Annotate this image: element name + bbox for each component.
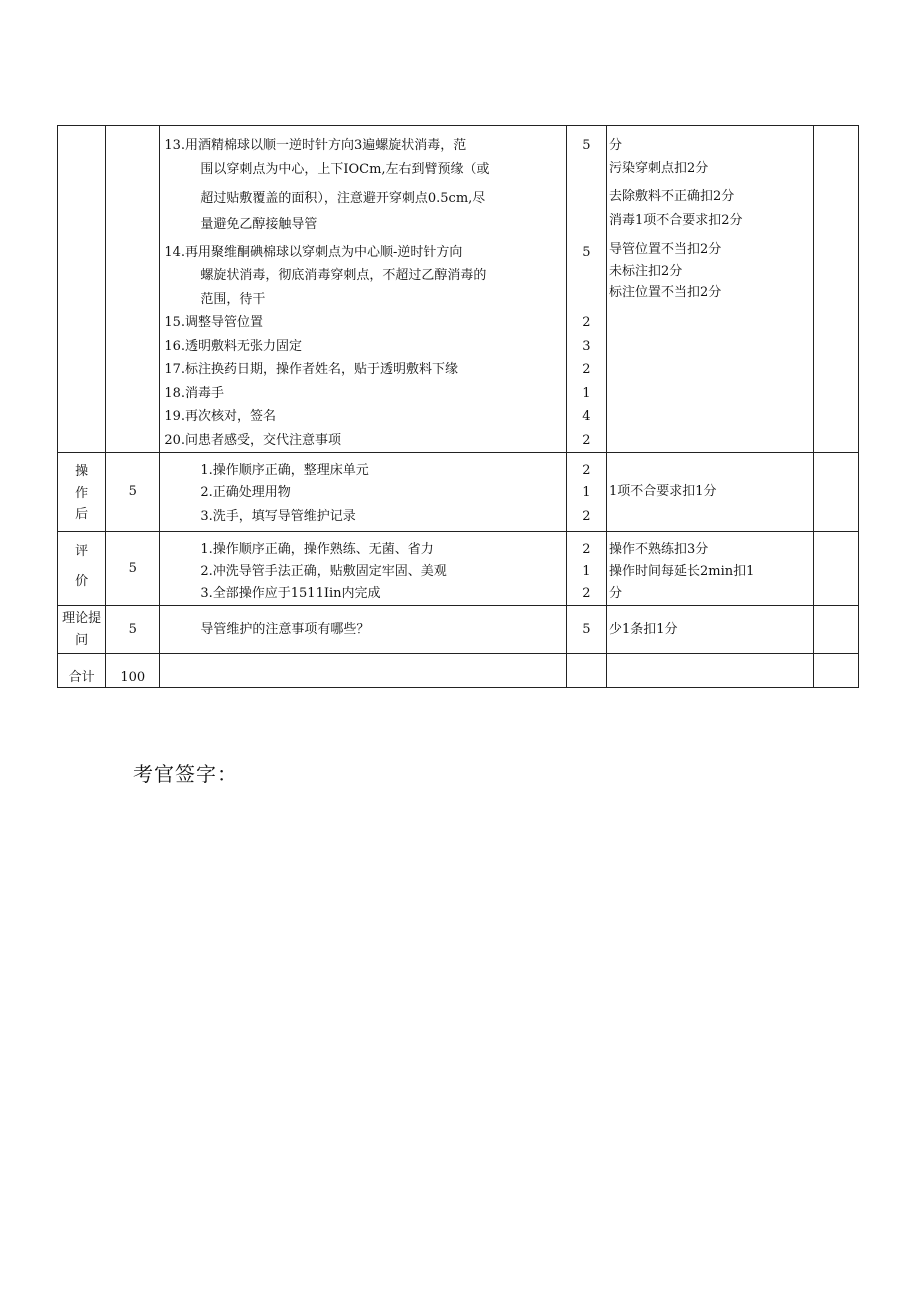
category-cell: [58, 453, 106, 532]
deduction-note: 1项不合要求扣1分: [609, 484, 717, 499]
deduction-note: 导管位置不当扣2分: [609, 241, 722, 257]
deduction-note: 操作时间每延长2min扣1: [609, 564, 755, 579]
deduction-notes-cell: [607, 531, 814, 606]
step-score: 1: [582, 484, 591, 500]
category-char: 评: [75, 543, 89, 559]
step-line: 量避免乙醇接触导管: [200, 217, 318, 232]
step-score: 2: [582, 362, 591, 377]
category-char: 价: [75, 573, 89, 589]
step-line: 超过贴敷覆盖的面积），注意避开穿刺点0.5cm,尽: [200, 191, 486, 206]
scores-cell: [566, 654, 606, 688]
step-line: 1.操作顺序正确，整理床单元: [200, 463, 369, 478]
theory-question: 导管维护的注意事项有哪些？: [200, 621, 370, 637]
step-score: 3: [582, 338, 591, 354]
evaluation-row: [58, 531, 859, 606]
deduction-note: 标注位置不当扣2分: [609, 285, 722, 300]
step-line: 14.再用聚维酮碘棉球以穿刺点为中心顺-逆时针方向: [164, 244, 463, 260]
step-line: 1.操作顺序正确，操作熟练、无菌、省力: [200, 541, 434, 557]
scores-cell: [566, 126, 606, 453]
category-char: 后: [75, 507, 89, 522]
deduction-notes-cell: [607, 126, 814, 453]
deduction-note: 去除敷料不正确扣2分: [609, 188, 735, 204]
scoring-table: [57, 125, 859, 688]
step-score: 2: [582, 508, 591, 524]
steps-cell: [160, 654, 567, 688]
category-char: 问: [75, 633, 89, 648]
step-line: 围以穿刺点为中心，上下IOCm,左右到臂预缘（或: [200, 161, 490, 177]
step-line: 3.洗手，填写导管维护记录: [200, 508, 356, 524]
deduction-note: 操作不熟练扣3分: [609, 541, 709, 557]
step-score: 2: [582, 541, 591, 557]
category-cell: [58, 531, 106, 606]
remarks-cell: [813, 531, 858, 606]
steps-cell: [160, 606, 567, 654]
deduction-note: 污染穿刺点扣2分: [609, 160, 709, 176]
scores-cell: [566, 531, 606, 606]
steps-cell: [160, 531, 567, 606]
step-line: 16.透明敷料无张力固定: [164, 338, 303, 354]
step-score: 1: [582, 385, 591, 401]
grand-total: 100: [106, 654, 160, 688]
scores-cell: [566, 453, 606, 532]
step-line: 2.正确处理用物: [200, 484, 291, 500]
step-score: 5: [582, 138, 591, 153]
deduction-note: 少1条扣1分: [609, 621, 678, 637]
step-line: 15.调整导管位置: [164, 315, 264, 330]
step-line: 13.用酒精棉球以顺一逆时针方向3遍螺旋状消毒，范: [164, 138, 467, 153]
examiner-signature-label: 考官签字：: [133, 762, 238, 786]
total-label: 合计: [58, 654, 106, 688]
step-score: 1: [582, 564, 591, 579]
step-score: 2: [582, 586, 591, 601]
category-char: 作: [75, 485, 89, 501]
deduction-note: 分: [609, 138, 623, 153]
step-score: 5: [566, 606, 606, 654]
remarks-cell: [813, 126, 858, 453]
step-line: 范围，待干: [200, 291, 266, 307]
step-line: 19.再次核对，签名: [164, 409, 277, 424]
total-score: 5: [106, 606, 160, 654]
step-score: 2: [582, 315, 591, 330]
remarks-cell: [813, 453, 858, 532]
deduction-notes-cell: [607, 453, 814, 532]
remarks-cell: [813, 654, 858, 688]
step-score: 4: [582, 409, 591, 424]
steps-row: [58, 126, 859, 453]
step-line: 2.冲洗导管手法正确，贴敷固定牢固、美观: [200, 564, 447, 579]
after-operation-row: [58, 453, 859, 532]
category-char: 理论提: [62, 611, 102, 626]
category-char: 操: [75, 464, 89, 479]
step-score: 2: [582, 463, 591, 478]
deduction-note: 未标注扣2分: [609, 264, 683, 279]
step-score: 5: [582, 244, 591, 260]
deduction-notes-cell: [607, 606, 814, 654]
deduction-notes-cell: [607, 654, 814, 688]
step-score: 2: [582, 432, 591, 448]
total-row: [58, 654, 859, 688]
category-cell: [58, 126, 106, 453]
step-line: 20.问患者感受，交代注意事项: [164, 432, 342, 448]
total-cell: [106, 126, 160, 453]
theory-question-row: [58, 606, 859, 654]
steps-cell: [160, 453, 567, 532]
step-line: 螺旋状消毒，彻底消毒穿刺点，不超过乙醇消毒的: [200, 268, 487, 283]
deduction-note: 分: [609, 586, 623, 601]
step-line: 18.消毒手: [164, 385, 225, 401]
step-line: 3.全部操作应于1511Iin内完成: [200, 586, 381, 601]
steps-cell: [160, 126, 567, 453]
remarks-cell: [813, 606, 858, 654]
total-score: 5: [106, 453, 160, 532]
deduction-note: 消毒1项不合要求扣2分: [609, 212, 743, 228]
category-cell: [58, 606, 106, 654]
total-score: 5: [106, 531, 160, 606]
step-line: 17.标注换药日期，操作者姓名，贴于透明敷料下缘: [164, 362, 459, 377]
